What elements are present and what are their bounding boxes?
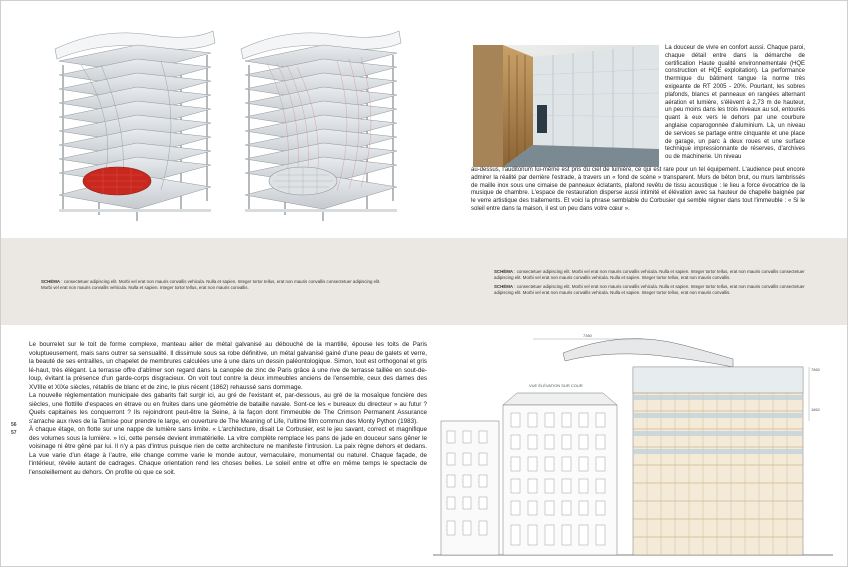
dimension-right: 7860 bbox=[811, 367, 820, 372]
elevation-drawing bbox=[433, 331, 833, 559]
caption-right: SCHÉMA : consectetuer adipiscing elit. Morbi vel erat non mauris convallis vehicula. Nulla et sapien. Integer tortor tellus, erat non mauris convallis consectetuer adipiscing elit. Morbi vel erat non mauris convallis vehicula. Nulla et sapien. Integer tortor tellus, erat non mauris convallis. SCHÉMA : consectetuer adipiscing elit. Morbi vel erat non mauris convallis vehicula. Nulla et sapien. Integer tortor tellus, erat non mauris convallis consectetuer adipiscing elit. Morbi vel erat non mauris convallis vehicula. Nulla et sapien. Integer tortor tellus, erat non mauris convallis. bbox=[494, 269, 805, 295]
right-wide-paragraph: au-dessus, l'auditorium lui-même est pris du ciel de lumière, ce qui est rare pour un tel équipement. L'audience peut encore admirer la réalité par derrière l'estrade, à travers un « fond de scène » transparent. Murs de béton brut, ou murs lambrissés de maille inox sous une cimaise de panneaux éclatants, plafond revêtu de tissu acoustique : le lieu a force évocatrice de la musique de chambre. L'espace de restauration disperse aussi intimité et élévation avec sa hauteur de chapelle baignée par le verre artistique des traitements. Et voici la phrase semblable du Corbusier qui semble régner dans tout l'immeuble : « Si le soleil entre dans la maison, il est un peu dans votre cœur ». bbox=[471, 167, 805, 212]
interior-photo bbox=[473, 45, 659, 167]
dimension-mid: 1862 bbox=[811, 407, 820, 412]
page-number-left: 56 bbox=[11, 422, 17, 428]
dimension-top: 7360 bbox=[583, 333, 592, 338]
caption-left: SCHÉMA : consectetuer adipiscing elit. Morbi vel erat non mauris convallis vehicula. Nulla et sapien. Integer tortor tellus, erat non mauris convallis consectetuer adipiscing elit. Morbi vel erat non mauris convallis vehicula. Nulla et sapien. Integer tortor tellus, erat non mauris convallis. bbox=[41, 279, 381, 290]
building-render-red-auditorium bbox=[41, 25, 231, 225]
elevation-label: VUE ÉLÉVATION SUR COUR bbox=[529, 383, 583, 388]
building-render-wireframe bbox=[227, 25, 417, 225]
page-number-right: 57 bbox=[11, 430, 17, 436]
left-body-text: Le bourrelet sur le toit de forme complexe, manteau ailier de métal galvanisé au débouché de la mantille, épouse les toits de Paris voluptueusement, mais sans outrer sa sensualité. Il dissimule sous sa robe définitive, un métal galvanisé gainé d'une peau de galets et verre, la beauté de ses entrailles, un chapelet de membrures calculées une à une dans un dessin paléontologique. Simon, tout est orthogonal et gris lé-haut, très élégant. La terrasse offre d'abîmer son regard dans la canopée de zinc de Paris grâce à une rive de terrasse taillée en sout-de-loup, évitant la présence d'un garde-corps disgracieux. On voit tout contre la deux immeubles anciens de l'ensemble, ceux des dames des XVIIIe et XIXe siècles, rétablis de blanc et de zinc, le plus récent (1862) rehaussé sans dommage. La nouvelle réglementation municipale des gabarits fait surgir ici, au gré de l'existant et, par-dessous, au gré de la mosaïque foncière des siècles, une flottille d'espaces en étrave ou en fruites dans une géométrie de bataille navale. Sont-ce les « bureaux du directeur » au futur ? Quels capitaines les conquerront ? Ils rejoindront peut-être la Seine, à la façon dont l'immeuble de The Crimson Permanent Assurance s'arrache aux rives de la Tamise pour prendre le large, en ouverture de The Meaning of Life, l'ultime film commun des Monty Python (1983). À chaque étage, on flotte sur une nappe de lumière sans limite. « L'architecture, disait Le Corbusier, est le jeu savant, correct et magnifique des volumes sous la lumière. » Ici, cette pensée devient immatérielle. La vitre complète remplace les pans de jade en douceur sans gêner le voisinage ni être gêné par lui. Il n'y a pas d'intrus puisque rien de cette architecture ne manifeste l'intrusion. La paix règne dehors et dedans. La vue varie d'un étage à l'autre, elle change comme varie le monde autour, vernaculaire, monumental ou naturel. Chaque façade, de l'intérieur, révèle autant de cadrages. Chaque orientation rend les choses belles. Le soleil entre et offre en même temps le spectacle de l'ensoleillement au dehors. On profite où que ce soit. bbox=[29, 341, 427, 476]
right-column-paragraph: La douceur de vivre en confort aussi. Chaque paroi, chaque détail entre dans la démarche de certification Haute qualité environnementale (HQE construction et HQE exploitation). La performance thermique du bâtiment tangue la norme très exigeante de RT 2005 - 20%. Pourtant, les sobres plafonds, blancs et panneaux en rangées alternant aération et lumière, s'élèvent à 2,73 m de hauteur, un peu moins dans les trois niveaux au sol, entourés quant à eux vers le dehors par une courbure anglaise coparogonnée d'aluminium. Là, un niveau de services se partage entre cinquante et une place de garage, un parc à deux roues et une surface technique impressionnante de réserves, d'archives ou de machinerie. Un niveau bbox=[665, 45, 805, 161]
